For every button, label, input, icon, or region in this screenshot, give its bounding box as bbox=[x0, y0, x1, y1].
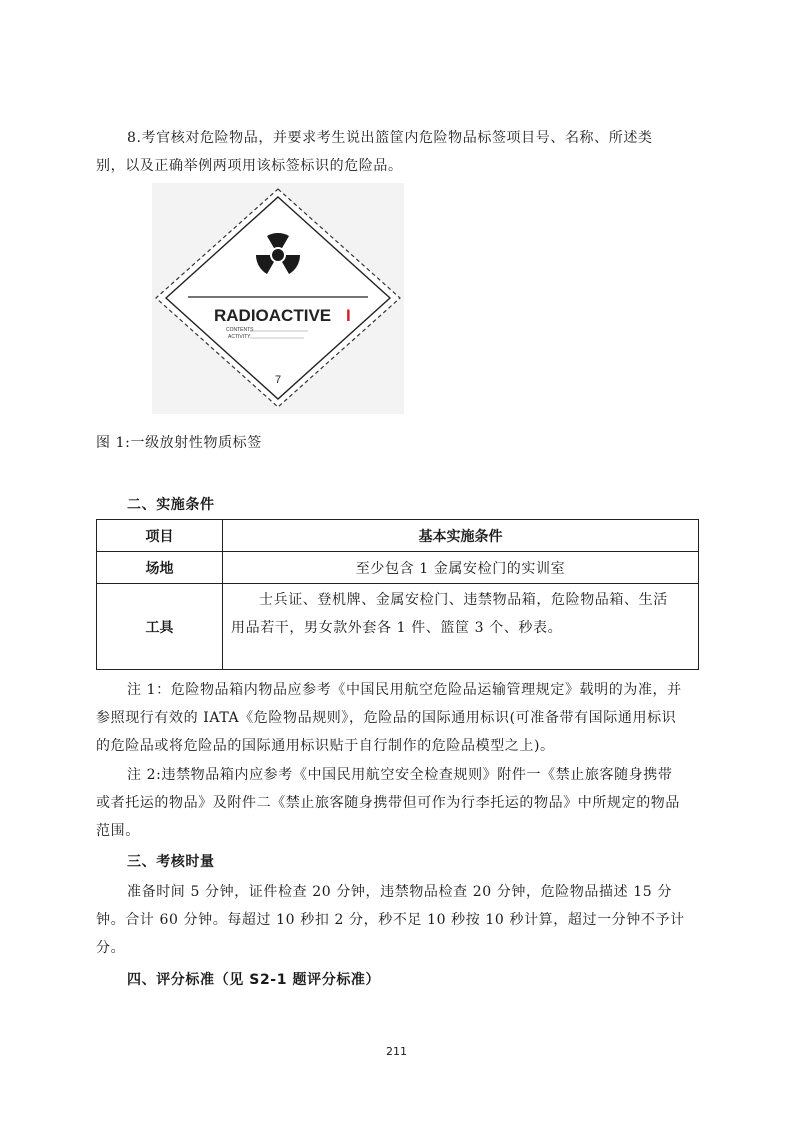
section4-heading: 四、评分标准（见 S2-1 题评分标准） bbox=[127, 972, 381, 988]
radioactive-roman-numeral: I bbox=[346, 306, 351, 325]
section3-line1: 准备时间 5 分钟，证件检查 20 分钟，违禁物品检查 20 分钟，危险物品描述 15 分 bbox=[127, 884, 672, 900]
radioactive-label-figure bbox=[152, 183, 404, 414]
inner-border bbox=[166, 197, 390, 399]
table-header-conditions: 基本实施条件 bbox=[223, 520, 699, 552]
table-cell-item: 工具 bbox=[97, 584, 223, 670]
contents-label: CONTENTS bbox=[226, 327, 254, 333]
table-cell-value: 至少包含 1 金属安检门的实训室 bbox=[223, 552, 699, 584]
note2-line3: 范围。 bbox=[96, 823, 140, 839]
table-header-item: 项目 bbox=[97, 520, 223, 552]
note1-line1: 注 1：危险物品箱内物品应参考《中国民用航空危险品运输管理规定》载明的为准，并 bbox=[127, 682, 682, 698]
note1-line3: 的危险品或将危险品的国际通用标识贴于自行制作的危险品模型之上)。 bbox=[96, 738, 555, 754]
radioactive-title: RADIOACTIVE bbox=[214, 306, 332, 325]
conditions-table bbox=[96, 519, 699, 670]
radioactive-label-svg bbox=[152, 183, 404, 414]
note1-line2: 参照现行有效的 IATA《危险物品规则》，危险品的国际通用标识(可准备带有国际通用标识 bbox=[96, 710, 677, 726]
tools-line1: 士兵证、登机牌、金属安检门、违禁物品箱，危险物品箱、生活 bbox=[259, 592, 668, 608]
note2-line1: 注 2:违禁物品箱内应参考《中国民用航空安全检查规则》附件一《禁止旅客随身携带 bbox=[127, 767, 673, 783]
table-header-row bbox=[97, 520, 699, 552]
page-number: 211 bbox=[386, 1045, 407, 1058]
table-cell-item: 场地 bbox=[97, 552, 223, 584]
section3-line3: 分。 bbox=[96, 940, 126, 956]
section3-line2: 钟。合计 60 分钟。每超过 10 秒扣 2 分，秒不足 10 秒按 10 秒计算，超过一分钟不予计 bbox=[96, 912, 685, 928]
table-row bbox=[97, 584, 699, 670]
item8-line1: 8.考官核对危险物品，并要求考生说出篮筐内危险物品标签项目号、名称、所述类 bbox=[127, 130, 653, 146]
tools-line2: 用品若干，男女款外套各 1 件、篮筐 3 个、秒表。 bbox=[231, 620, 563, 636]
figure-caption: 图 1:一级放射性物质标签 bbox=[96, 435, 262, 451]
class-number: 7 bbox=[274, 374, 282, 386]
activity-label: ACTIVITY bbox=[228, 334, 251, 340]
section3-heading: 三、考核时量 bbox=[127, 854, 215, 870]
item8-line2: 别，以及正确举例两项用该标签标识的危险品。 bbox=[96, 158, 403, 174]
table-cell-value bbox=[223, 584, 699, 670]
table-row bbox=[97, 552, 699, 584]
section2-heading: 二、实施条件 bbox=[127, 497, 215, 513]
note2-line2: 或者托运的物品》及附件二《禁止旅客随身携带但可作为行李托运的物品》中所规定的物品 bbox=[96, 795, 680, 811]
